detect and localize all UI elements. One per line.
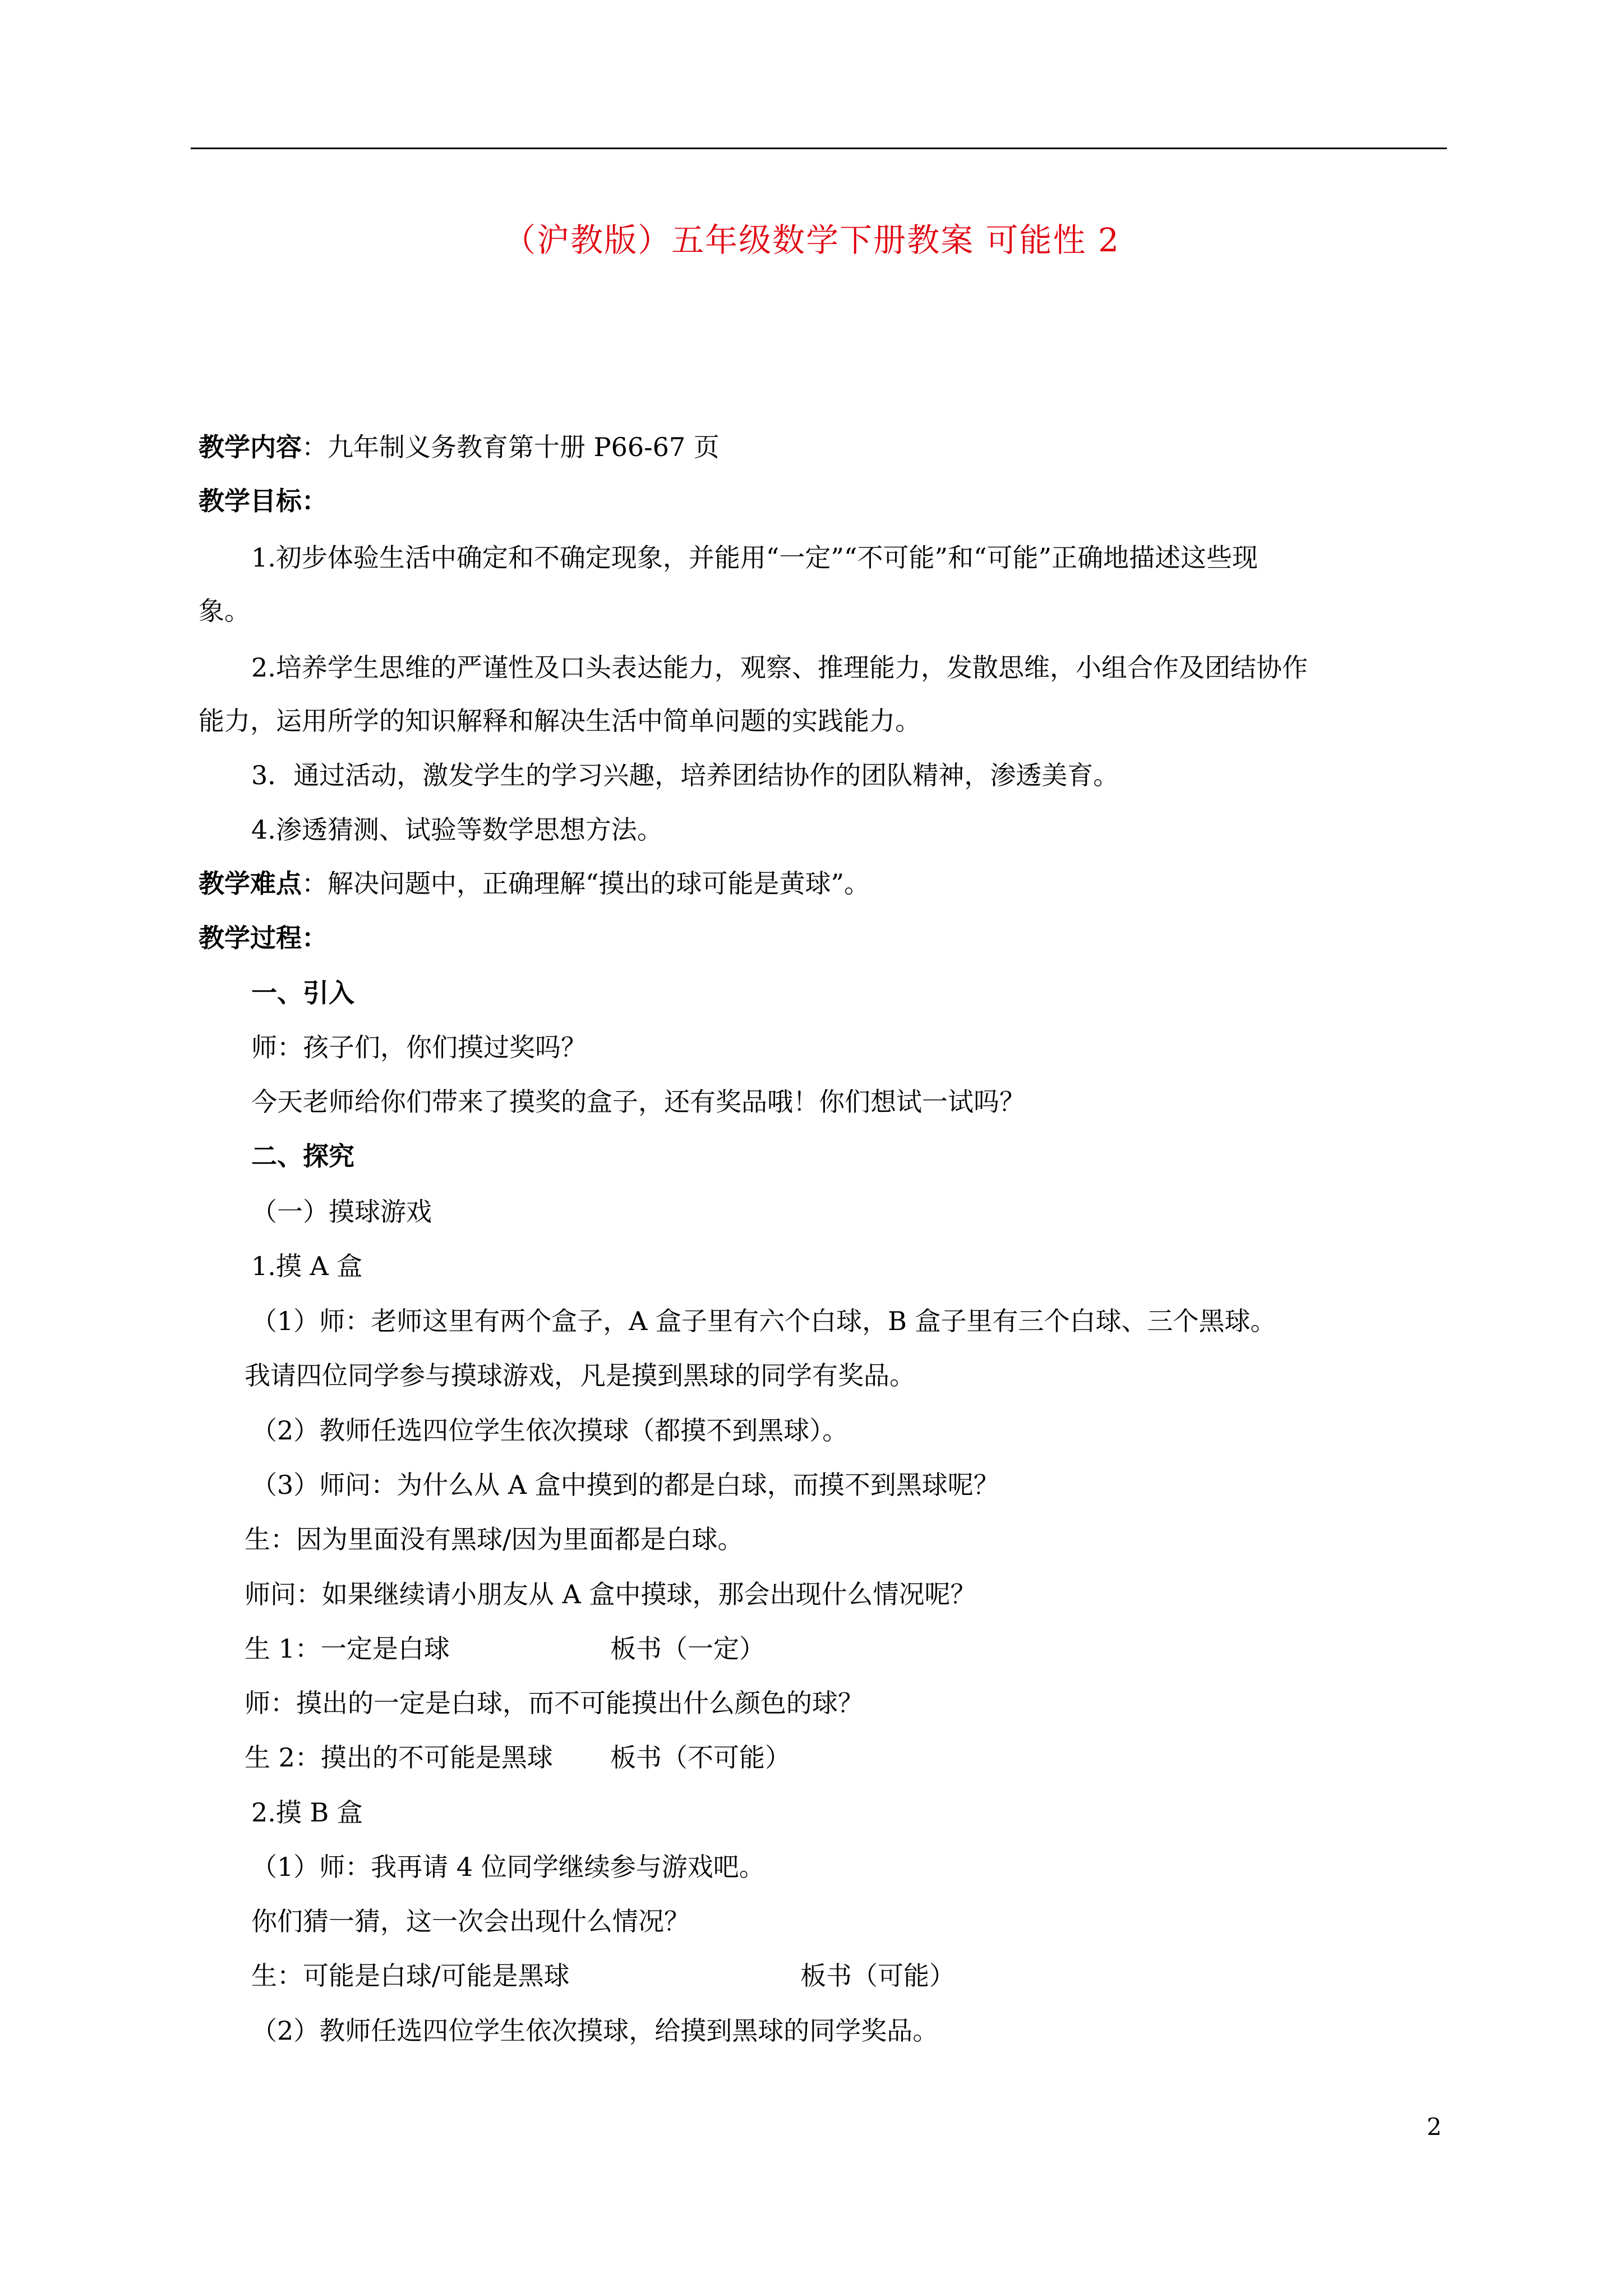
- teaching-difficulty-line: [199, 866, 870, 901]
- teaching-process-label: 教学过程：: [199, 923, 328, 953]
- intro-paragraph-1: 师：孩子们，你们摸过奖吗？: [251, 1032, 587, 1062]
- box-a-student-answer: 生：因为里面没有黑球/因为里面都是白球。: [245, 1524, 744, 1554]
- box-a-student-1: 生 1：一定是白球: [245, 1634, 450, 1664]
- box-b-step-2: （2）教师任选四位学生依次摸球，给摸到黑球的同学奖品。: [251, 2016, 939, 2046]
- document-title: （沪教版）五年级数学下册教案 可能性 2: [503, 221, 1120, 259]
- teaching-difficulty-value: ：解决问题中，正确理解“摸出的球可能是黄球”。: [302, 868, 870, 899]
- intro-paragraph-2: 今天老师给你们带来了摸奖的盒子，还有奖品哦！你们想试一试吗？: [251, 1087, 1025, 1117]
- teaching-content-label: 教学内容: [199, 432, 302, 462]
- subsection-ball-game: （一）摸球游戏: [251, 1197, 432, 1227]
- objective-1-line-2: 象。: [199, 596, 250, 626]
- box-b-question: 你们猜一猜，这一次会出现什么情况？: [251, 1906, 690, 1936]
- teaching-objectives-label: 教学目标：: [199, 486, 328, 516]
- teaching-content-value: ：九年制义务教育第十册 P66-67 页: [302, 432, 720, 462]
- board-note-impossible: 板书（不可能）: [610, 1742, 791, 1773]
- objective-1-line-1: 1.初步体验生活中确定和不确定现象，并能用“一定”“不可能”和“可能”正确地描述这些现: [251, 542, 1258, 573]
- box-a-step-3: （3）师问：为什么从 A 盒中摸到的都是白球，而摸不到黑球呢？: [251, 1470, 999, 1500]
- box-b-step-1: （1）师：我再请 4 位同学继续参与游戏吧。: [251, 1852, 765, 1882]
- box-a-step-1-cont: 我请四位同学参与摸球游戏，凡是摸到黑球的同学有奖品。: [245, 1360, 915, 1391]
- board-note-possible: 板书（可能）: [800, 1961, 955, 1991]
- box-a-step-2: （2）教师任选四位学生依次摸球（都摸不到黑球）。: [251, 1415, 849, 1446]
- box-a-teacher-question: 师问：如果继续请小朋友从 A 盒中摸球，那会出现什么情况呢？: [245, 1579, 976, 1609]
- box-a-teacher-followup: 师：摸出的一定是白球，而不可能摸出什么颜色的球？: [245, 1688, 864, 1718]
- item-box-a: 1.摸 A 盒: [251, 1251, 363, 1281]
- objective-2-line-1: 2.培养学生思维的严谨性及口头表达能力，观察、推理能力，发散思维，小组合作及团结协作: [251, 652, 1308, 683]
- section-intro-heading: 一、引入: [251, 978, 354, 1008]
- objective-3: 3．通过活动，激发学生的学习兴趣，培养团结协作的团队精神，渗透美育。: [251, 760, 1119, 790]
- objective-4: 4.渗透猜测、试验等数学思想方法。: [251, 815, 663, 845]
- teaching-content-line: [199, 429, 720, 465]
- objective-2-line-2: 能力，运用所学的知识解释和解决生活中简单问题的实践能力。: [199, 706, 921, 736]
- section-explore-heading: 二、探究: [251, 1141, 354, 1171]
- box-a-student-2: 生 2：摸出的不可能是黑球: [245, 1742, 553, 1773]
- box-a-step-1: （1）师：老师这里有两个盒子，A 盒子里有六个白球，B 盒子里有三个白球、三个黑球。: [251, 1306, 1276, 1336]
- board-note-certain: 板书（一定）: [610, 1634, 765, 1664]
- teaching-difficulty-label: 教学难点: [199, 868, 302, 899]
- item-box-b: 2.摸 B 盒: [251, 1797, 363, 1828]
- page-number: 2: [1427, 2113, 1442, 2141]
- header-rule: [191, 148, 1447, 149]
- box-b-student-answer: 生：可能是白球/可能是黑球: [251, 1961, 570, 1991]
